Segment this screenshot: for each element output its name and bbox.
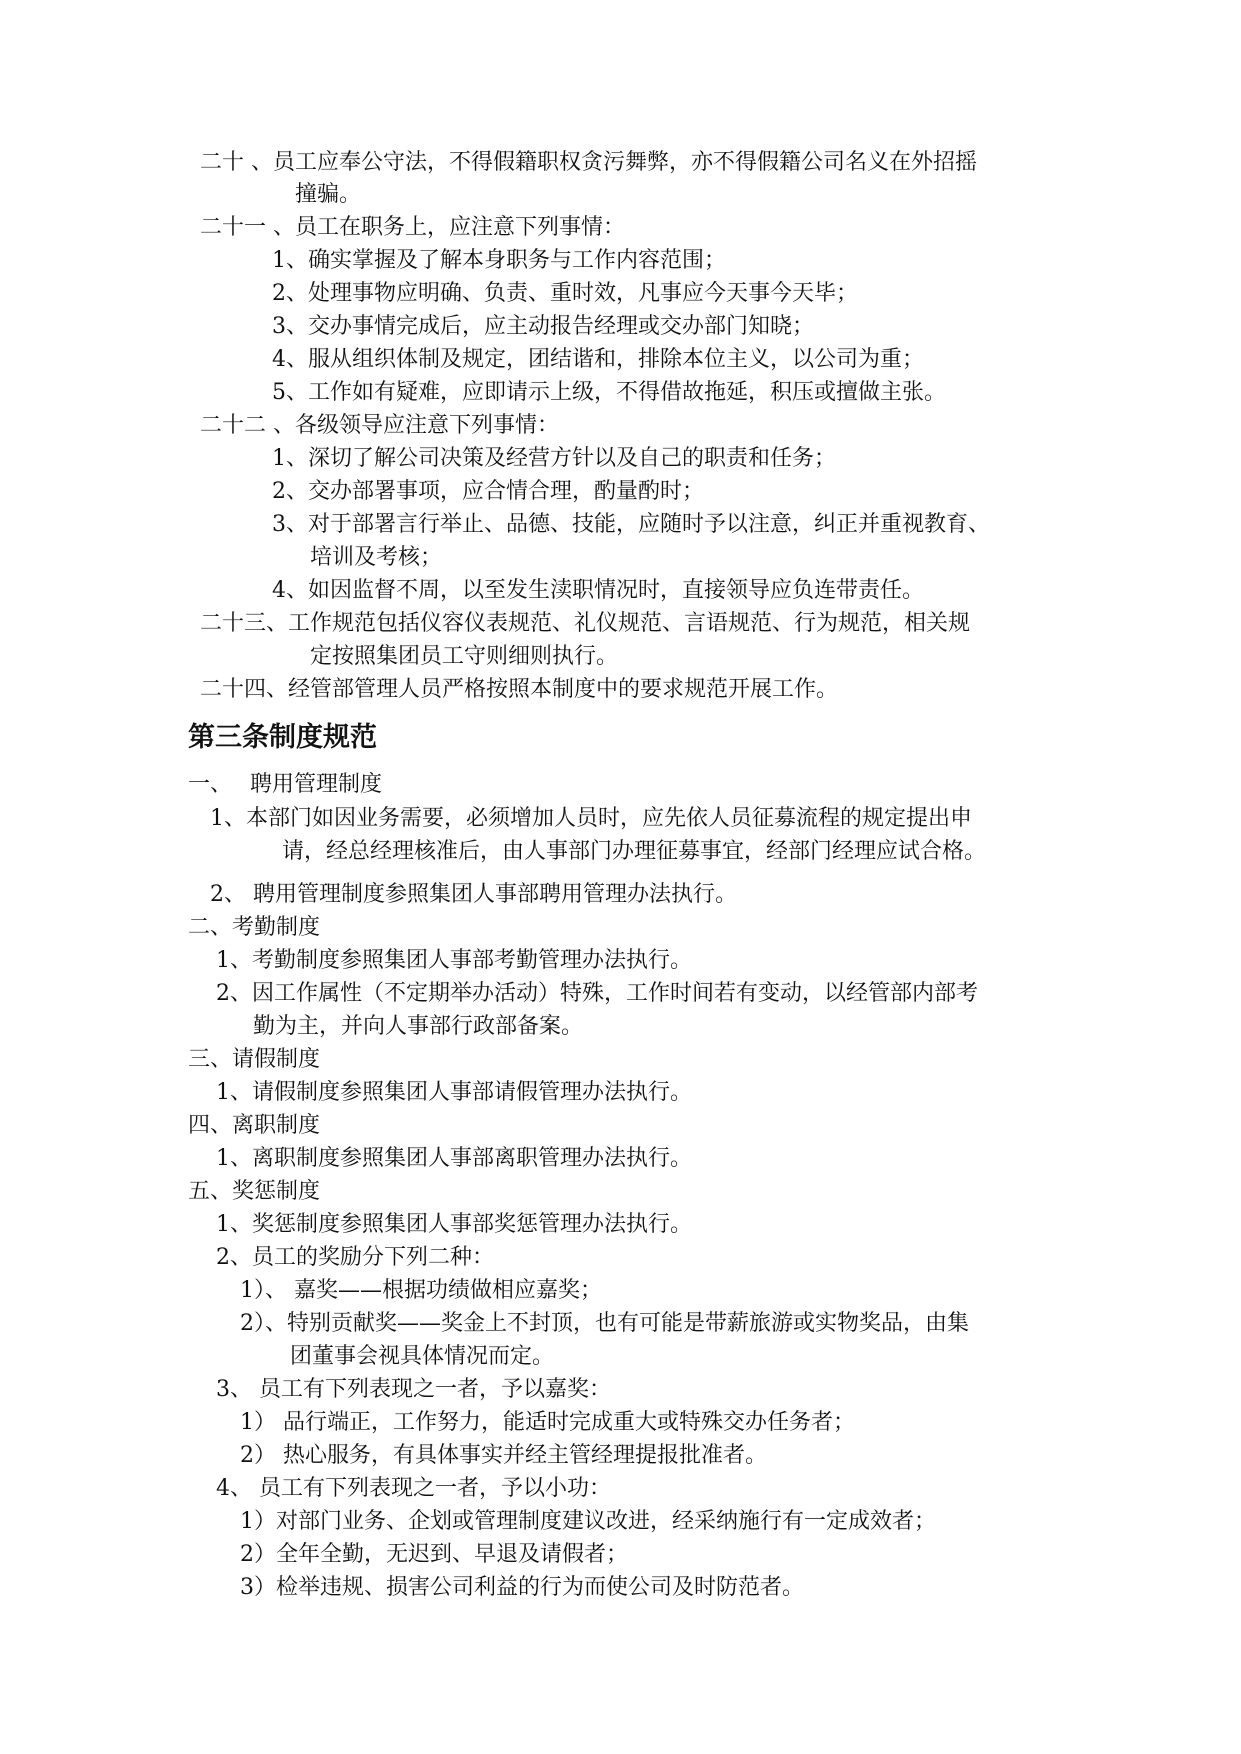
attendance-title: 二、考勤制度 — [188, 915, 321, 940]
resignation-item-1: 1、离职制度参照集团人事部离职管理办法执行。 — [216, 1146, 692, 1171]
section-20-line-1: 二十 、员工应奉公守法，不得假籍职权贪污舞弊，亦不得假籍公司名义在外招摇 — [200, 150, 977, 175]
leave-title: 三、请假制度 — [188, 1047, 321, 1072]
section-23-line-1: 二十三、工作规范包括仪容仪表规范、礼仪规范、言语规范、行为规范，相关规 — [200, 611, 971, 636]
rewards-item-4: 4、 员工有下列表现之一者，予以小功： — [216, 1476, 611, 1501]
rewards-item-4-sub-1: 1）对部门业务、企划或管理制度建议改进，经采纳施行有一定成效者； — [240, 1509, 936, 1534]
section-22-item-3: 3、对于部署言行举止、品德、技能，应随时予以注意，纠正并重视教育、 — [272, 512, 990, 537]
section-21-item-1: 1、确实掌握及了解本身职务与工作内容范围； — [272, 248, 726, 273]
rewards-title: 五、奖惩制度 — [188, 1179, 321, 1204]
resignation-title: 四、离职制度 — [188, 1113, 321, 1138]
attendance-item-2-line-2: 勤为主，并向人事部行政部备案。 — [253, 1014, 584, 1039]
hiring-item-2: 2、 聘用管理制度参照集团人事部聘用管理办法执行。 — [210, 882, 737, 907]
section-22-item-4: 4、如因监督不周，以至发生渎职情况时，直接领导应负连带责任。 — [272, 578, 924, 603]
rewards-item-2-sub-1: 1）、 嘉奖——根据功绩做相应嘉奖； — [240, 1278, 602, 1303]
section-22-item-1: 1、深切了解公司决策及经营方针以及自己的职责和任务； — [272, 446, 836, 471]
section-21-title: 二十一 、员工在职务上，应注意下列事情： — [200, 215, 625, 240]
rewards-item-3-sub-2: 2） 热心服务，有具体事实并经主管经理提报批准者。 — [240, 1443, 767, 1468]
hiring-item-1-line-1: 1、本部门如因业务需要，必须增加人员时，应先依人员征募流程的规定提出申 — [210, 806, 972, 831]
section-22-item-3-cont: 培训及考核； — [310, 545, 443, 570]
section-21-item-2: 2、处理事物应明确、负责、重时效，凡事应今天事今天毕； — [272, 281, 858, 306]
section-22-title: 二十二 、各级领导应注意下列事情： — [200, 413, 559, 438]
hiring-title: 一、 聘用管理制度 — [188, 772, 382, 797]
section-24-line-1: 二十四、经管部管理人员严格按照本制度中的要求规范开展工作。 — [200, 677, 839, 702]
section-heading: 第三条制度规范 — [188, 722, 377, 753]
attendance-item-1: 1、考勤制度参照集团人事部考勤管理办法执行。 — [216, 948, 692, 973]
section-23-line-2: 定按照集团员工守则细则执行。 — [310, 644, 619, 669]
rewards-item-4-sub-3: 3）检举违规、损害公司利益的行为而使公司及时防范者。 — [240, 1575, 804, 1600]
rewards-item-1: 1、奖惩制度参照集团人事部奖惩管理办法执行。 — [216, 1212, 692, 1237]
section-21-item-3: 3、交办事情完成后，应主动报告经理或交办部门知晓； — [272, 314, 814, 339]
rewards-item-2: 2、员工的奖励分下列二种： — [216, 1245, 494, 1270]
section-20-line-2: 撞骗。 — [295, 182, 362, 207]
section-22-item-2: 2、交办部署事项，应合情合理，酌量酌时； — [272, 479, 704, 504]
leave-item-1: 1、请假制度参照集团人事部请假管理办法执行。 — [216, 1080, 692, 1105]
rewards-item-3-sub-1: 1） 品行端正，工作努力，能适时完成重大或特殊交办任务者； — [240, 1410, 855, 1435]
section-21-item-4: 4、服从组织体制及规定，团结谐和，排除本位主义，以公司为重； — [272, 347, 924, 372]
rewards-item-2-sub-2-line-1: 2）、特别贡献奖——奖金上不封顶，也有可能是带薪旅游或实物奖品，由集 — [240, 1311, 969, 1336]
attendance-item-2-line-1: 2、因工作属性（不定期举办活动）特殊，工作时间若有变动，以经管部内部考 — [216, 981, 978, 1006]
hiring-item-1-line-2: 请，经总经理核准后，由人事部门办理征募事宜，经部门经理应试合格。 — [282, 839, 987, 864]
rewards-item-3: 3、 员工有下列表现之一者，予以嘉奖： — [216, 1377, 611, 1402]
rewards-item-4-sub-2: 2）全年全勤，无迟到、早退及请假者； — [240, 1542, 628, 1567]
section-21-item-5: 5、工作如有疑难，应即请示上级，不得借故拖延，积压或擅做主张。 — [272, 380, 946, 405]
rewards-item-2-sub-2-line-2: 团董事会视具体情况而定。 — [290, 1344, 555, 1369]
